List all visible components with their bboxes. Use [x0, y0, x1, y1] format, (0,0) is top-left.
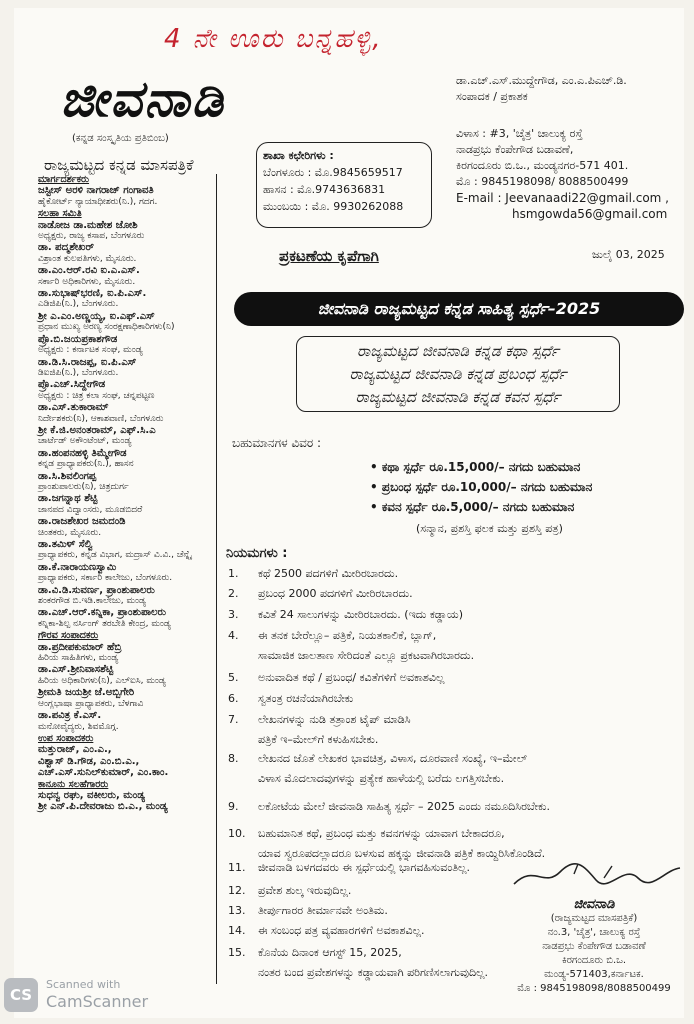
sidebar-member-name: ಎಚ್.ಎಸ್.ಸುನಿಲ್‌ಕುಮಾರ್, ಎಂ.ಕಾಂ.: [38, 767, 169, 779]
camscanner-watermark: [4, 976, 174, 1020]
sidebar-member-designation: ಪ್ರಾಂಶುಪಾಲರು(ನಿ), ಚಿತ್ರದುರ್ಗ: [38, 481, 129, 492]
rule-text: [258, 749, 684, 789]
prize-item: • ಕಥಾ ಸ್ಪರ್ಧೆ ರೂ.15,000/– ನಗದು ಬಹುಮಾನ: [370, 460, 581, 474]
rule-text: [258, 605, 684, 625]
stamp-line: ಮೊ : 9845198098/8088500499: [517, 983, 671, 994]
branch-office-line: ಬೆಂಗಳೂರು : ಮೊ.9845659517: [263, 166, 403, 179]
rule-text-line: ಈ ಸಂಬಂಧ ಪತ್ರ ವ್ಯವಹಾರಗಳಿಗೆ ಅವಕಾಶವಿಲ್ಲ.: [258, 924, 425, 937]
sidebar-member-name: ಡಾ.ಎಸ್.ತುಕಾರಾಮ್: [38, 402, 109, 414]
address-line: ಮೊ : 9845198098/ 8088500499: [456, 175, 629, 188]
letterhead-page: [14, 8, 684, 1018]
rule-text-line: ಪ್ರವೇಶ ಶುಲ್ಕ ಇರುವುದಿಲ್ಲ.: [258, 884, 352, 897]
rule-number: 2.: [228, 587, 239, 600]
rules-heading: ನಿಯಮಗಳು :: [226, 546, 288, 561]
rule-number: 8.: [228, 752, 239, 765]
sidebar-member-designation: ಅಧ್ಯಕ್ಷರು : ಕರ್ನಾಟಕ ಸಂಘ, ಮಂಡ್ಯ: [38, 345, 143, 356]
committee-sidebar: [38, 174, 217, 984]
camscanner-icon: CS: [4, 978, 38, 1012]
rule-number: 9.: [228, 800, 239, 813]
watermark-line-2: CamScanner: [46, 992, 149, 1011]
stamp-line: (ರಾಜ್ಯಮಟ್ಟದ ಮಾಸಪತ್ರಿಕೆ): [550, 913, 638, 924]
rule-text: [258, 668, 684, 688]
sidebar-member-name: ಸುಧನ್ವ ರಘು, ವಕೀಲರು, ಮಂಡ್ಯ: [38, 789, 145, 801]
prizes-heading: ಬಹುಮಾನಗಳ ವಿವರ :: [232, 436, 322, 450]
handwritten-note: 4 ನೇ ಊರು ಬನ್ನಹಳ್ಳಿ,: [164, 24, 383, 54]
sidebar-member-designation: ಶಂಕರಗೌಡ ಬಿ.ಇಡಿ.ಕಾಲೇಜು, ಮಂಡ್ಯ: [38, 596, 146, 607]
branch-offices-box: [256, 142, 432, 228]
rule-number: 12.: [228, 884, 246, 897]
rule-text: [258, 710, 684, 750]
email-address: Jeevanaadi22@gmail.com ,: [505, 191, 669, 205]
rule-item: [228, 797, 684, 817]
sidebar-member-name: ಡಾ.ಸಿ.ಶಿವಲಿಂಗಪ್ಪ: [38, 470, 97, 482]
sidebar-member-designation: ಹಿರಿಯ ಅಧಿಕಾರಿಗಳು(ನಿ), ಎಲ್‌ಐಸಿ, ಮಂಡ್ಯ: [38, 675, 166, 686]
sidebar-member-name: ನಾಡೋಜ ಡಾ.ಮಹೇಶ ಜೋಶಿ: [38, 219, 138, 231]
sidebar-member-name: ಡಾ. ಪದ್ಮಶೇಖರ್: [38, 242, 94, 254]
prize-note: (ಸನ್ಮಾನ, ಪ್ರಶಸ್ತಿ ಫಲಕ ಮತ್ತು ಪ್ರಶಸ್ತಿ ಪತ್ರ): [416, 522, 563, 535]
competition-item: ರಾಜ್ಯಮಟ್ಟದ ಜೀವನಾಡಿ ಕನ್ನಡ ಪ್ರಬಂಧ ಸ್ಪರ್ಧೆ: [349, 365, 567, 383]
rule-number: 11.: [228, 861, 246, 874]
stamp-line: ನಂ.3, 'ಚೈತ್ರ', ಚಾಲುಕ್ಯ ರಸ್ತೆ: [547, 927, 641, 938]
rule-item: [228, 689, 684, 709]
sidebar-member-designation: ಆಂಗ್ಲಭಾಷಾ ಪ್ರಾಧ್ಯಾಪಕರು, ಬೆಳಗಾವಿ: [38, 698, 144, 709]
sidebar-member-designation: ಎಡಿಜಿಪಿ(ನಿ.), ಬೆಂಗಳೂರು.: [38, 299, 119, 310]
sidebar-member-designation: ಹಿರಿಯ ಸಾಹಿತಿಗಳು, ಮಂಡ್ಯ: [38, 653, 119, 664]
rule-item: [228, 564, 684, 584]
rule-item: [228, 710, 684, 750]
rule-number: 13.: [228, 904, 246, 917]
competition-item: ರಾಜ್ಯಮಟ್ಟದ ಜೀವನಾಡಿ ಕನ್ನಡ ಕವನ ಸ್ಪರ್ಧೆ: [355, 388, 561, 406]
sidebar-member-designation: ಡಿಐಜಿಪಿ(ನಿ.), ಬೆಂಗಳೂರು.: [38, 367, 119, 378]
sidebar-section-title: ಗೌರವ ಸಂಪಾದಕರು: [38, 630, 99, 642]
rule-text-line: ಈ ತನಕ ಬೇರೆಲ್ಲೂ– ಪತ್ರಿಕೆ, ನಿಯತಕಾಲಿಕೆ, ಬ್ಲಾಗ್,: [258, 629, 437, 642]
sidebar-section-title: ಉಪ ಸಂಪಾದಕರು: [38, 732, 94, 744]
notice-heading: ಪ್ರಕಟಣೆಯ ಕೃಪೆಗಾಗಿ: [279, 247, 379, 265]
sidebar-member-name: ಡಾ.ಹಂಪನಹಳ್ಳಿ ತಿಮ್ಮೇಗೌಡ: [38, 447, 127, 459]
address-line: ನಾಡಪ್ರಭು ಕೆಂಪೇಗೌಡ ಬಡಾವಣೆ,: [456, 143, 574, 156]
rule-text-line: ಲೇಖನಗಳನ್ನು ನುಡಿ ತತ್ರಾಂಶ ಟೈಪ್ ಮಾಡಿಸಿ: [258, 713, 411, 726]
rule-item: [228, 749, 684, 789]
sidebar-section-title: ಮಾರ್ಗದರ್ಶಕರು: [38, 174, 90, 185]
sidebar-member-name: ಶ್ರೀ ಎ.ಎಂ.ಅಣ್ಣಯ್ಯ, ಐ.ಎಫ್.ಎಸ್: [38, 310, 155, 322]
rule-text-line: ಜೀವನಾಡಿ ಬಳಗದವರು ಈ ಸ್ಪರ್ಧೆಯಲ್ಲಿ ಭಾಗವಹಿಸುವಂತಿಲ್ಲ.: [258, 861, 470, 874]
sidebar-member-name: ಡಾ.ಪ್ರದೀಪಕುಮಾರ್ ಹೆಬ್ರಿ: [38, 641, 122, 653]
magazine-logo: ಜೀವನಾಡಿ: [60, 70, 226, 128]
sidebar-member-designation: ಚಾರ್ಟೆಡ್ ಅಕೌಂಟೆಂಟ್, ಮಂಡ್ಯ: [38, 436, 132, 447]
rule-text: [258, 564, 684, 584]
rule-text: [258, 626, 684, 666]
watermark-line-1: Scanned with: [46, 978, 121, 991]
stamp-line: ಮಂಡ್ಯ-571403,ಕರ್ನಾಟಕ.: [544, 969, 644, 980]
sidebar-member-designation: ಮನೋವೈದ್ಯರು, ಶಿವಮೊಗ್ಗ.: [38, 721, 119, 732]
sidebar-member-name: ಮತ್ತುರಾಜ್, ಎಂ.ಎ.,: [38, 744, 112, 756]
rule-text-line: ಬಹುಮಾನಿತ ಕಥೆ, ಪ್ರಬಂಧ ಮತ್ತು ಕವನಗಳನ್ನು ಯಾವಾಗ ಬೇಕಾದರೂ,: [258, 827, 505, 840]
rule-text-line: ಅನುವಾದಿತ ಕಥೆ / ಪ್ರಬಂಧ/ ಕವಿತೆಗಳಿಗೆ ಅವಕಾಶವಿಲ್ಲ: [258, 671, 445, 684]
branch-offices-title: ಶಾಖಾ ಕಛೇರಿಗಳು :: [263, 149, 334, 162]
rule-text: [258, 689, 684, 709]
sidebar-member-designation: ನಿರ್ದೇಶಕರು(ನಿ), ಆಕಾಶವಾಣಿ, ಬೆಂಗಳೂರು: [38, 413, 164, 424]
rule-text: [258, 584, 684, 604]
email-label: E-mail :: [456, 191, 506, 205]
rule-number: 14.: [228, 924, 246, 937]
logo-tagline: (ಕನ್ನಡ ಸಂಸ್ಕೃತಿಯ ಪ್ರತಿಬಿಂಬ): [72, 133, 169, 144]
sidebar-member-designation: ಪ್ರಾಧ್ಯಾಪಕರು, ಕನ್ನಡ ವಿಭಾಗ, ಮದ್ರಾಸ್ ವಿ.ವಿ., ಚೆನ್ನೈ: [38, 550, 192, 561]
sidebar-member-name: ಶ್ರೀಮತಿ ಜಯಶ್ರೀ ಜೆ.ಅಬ್ಬಿಗೇರಿ: [38, 687, 135, 699]
address-line: ಕಿರಗಂದೂರು ಬಿ.ಒ., ಮಂಡ್ಯನಗರ-571 401.: [456, 159, 629, 172]
signature: [504, 860, 684, 890]
sidebar-member-name: ಡಾ.ರಾಜಶೇಖರ ಜಮದಂಡಿ: [38, 516, 126, 528]
sidebar-member-name: ಡಾ.ಡಿ.ಸಿ.ರಾಜಪ್ಪ, ಐ.ಪಿ.ಎಸ್: [38, 356, 137, 368]
sidebar-member-name: ಶ್ರೀ ಎನ್.ಪಿ.ದೇವರಾಜು ಬಿ.ಎ., ಮಂಡ್ಯ: [38, 801, 168, 813]
rule-number: 1.: [228, 567, 239, 580]
sidebar-member-name: ವಿಶ್ವಾಸ್ ಡಿ.ಗೌಡ, ಎಂ.ಬಿ.ಎ.,: [38, 755, 140, 767]
rule-item: [228, 668, 684, 688]
sidebar-member-name: ಡಾ.ಎಸ್.ಶ್ರೀನಿವಾಸಶೆಟ್ಟಿ: [38, 664, 114, 676]
rule-text-line: ವಿಳಾಸ ಮೊದಲಾದವುಗಳನ್ನು ಪ್ರತ್ಯೇಕ ಹಾಳೆಯಲ್ಲಿ ಬರೆದು ಲಗತ್ತಿಸಬೇಕು.: [258, 772, 505, 785]
editor-block: [456, 73, 688, 105]
sidebar-section-title: ಸಲಹಾ ಸಮಿತಿ: [38, 208, 82, 220]
rule-text-line: ಪ್ರಬಂಧ 2000 ಪದಗಳಿಗೆ ಮೀರಿರಬಾರದು.: [258, 587, 413, 600]
rule-number: 4.: [228, 629, 239, 642]
sidebar-member-name: ಜಸ್ಟೀಸ್ ಅರಳಿ ನಾಗರಾಜ್ ಗಂಗಾವತಿ: [38, 185, 154, 197]
rule-item: [228, 605, 684, 625]
sidebar-section-title: ಕಾನೂನು ಸಲಹೆಗಾರರು: [38, 778, 109, 790]
sidebar-member-designation: ಸರ್ಕಾರಿ ಅಧಿಕಾರಿಗಳು, ಮೈಸೂರು.: [38, 276, 136, 287]
sidebar-member-name: ಡಾ.ಎಂ.ಆರ್.ರವಿ ಐ.ಎ.ಎಸ್.: [38, 265, 140, 277]
stamp-line: ಕಿರಗಂದೂರು ಬಿ.ಒ.: [561, 955, 627, 966]
sidebar-member-name: ಪ್ರೊ.ಬಿ.ಜಯಪ್ರಕಾಶಗೌಡ: [38, 333, 118, 345]
magazine-stamp: [496, 898, 692, 996]
sidebar-member-name: ಡಾ.ವಿ.ಡಿ.ಸುವರ್ಣ, ಪ್ರಾಂಶುಪಾಲರು: [38, 584, 155, 596]
sidebar-member-name: ಡಾ.ಸುಭಾಷ್‌ಭರಣಿ, ಐ.ಪಿ.ಎಸ್.: [38, 288, 147, 300]
competitions-box: [296, 336, 620, 412]
rule-text-line: ನಂತರ ಬಂದ ಪ್ರವೇಶಗಳನ್ನು ಕಡ್ಡಾಯವಾಗಿ ಪರಿಗಣಿಸಲಾಗುವುದಿಲ್ಲ.: [258, 966, 489, 979]
address-line: ವಿಳಾಸ : #3, 'ಚೈತ್ರ' ಚಾಲುಕ್ಯ ರಸ್ತೆ: [456, 127, 583, 140]
rule-number: 10.: [228, 827, 246, 840]
sidebar-member-designation: ಹೈಕೋರ್ಟ್ ನ್ಯಾಯಾಧೀಶರು(ನಿ.), ಗದಗ.: [38, 196, 158, 207]
sidebar-member-name: ಡಾ.ಪವಿತ್ರ ಕೆ.ಎಸ್.: [38, 710, 102, 722]
rule-text-line: ಕವಿತೆ 24 ಸಾಲುಗಳನ್ನು ಮೀರಿರಬಾರದು. (ಇದು ಕಡ್ಡಾಯ): [258, 608, 463, 621]
prizes-list: [370, 457, 592, 517]
editor-role: ಸಂಪಾದಕ / ಪ್ರಕಾಶಕ: [456, 90, 528, 103]
sidebar-member-designation: ವಿಶ್ರಾಂತ ಕುಲಪತಿಗಳು, ಮೈಸೂರು.: [38, 253, 137, 264]
prize-item: • ಪ್ರಬಂಧ ಸ್ಪರ್ಧೆ ರೂ.10,000/– ನಗದು ಬಹುಮಾನ: [370, 480, 593, 494]
rule-text-line: ಸ್ವತಂತ್ರ ರಚನೆಯಾಗಿರಬೇಕು: [258, 692, 354, 705]
rule-text-line: ಸಾಮಾಜಿಕ ಜಾಲತಾಣ ಸೇರಿದಂತೆ ಎಲ್ಲೂ ಪ್ರಕಟವಾಗಿರಬಾರದು.: [258, 649, 475, 662]
rule-text-line: ತೀರ್ಪುಗಾರರ ತೀರ್ಮಾನವೇ ಅಂತಿಮ.: [258, 904, 388, 917]
rule-number: 7.: [228, 713, 239, 726]
rule-number: 5.: [228, 671, 239, 684]
sidebar-member-name: ಡಾ.ಕೆ.ನಾರಾಯಣಸ್ವಾಮಿ: [38, 561, 117, 573]
rule-item: [228, 584, 684, 604]
notice-date: ಜುಲೈ 03, 2025: [592, 248, 665, 261]
sidebar-member-designation: ಅಧ್ಯಕ್ಷರು : ಚಿತ್ರ ಕಲಾ ಸಂಘ, ಚನ್ನಪಟ್ಟಣ: [38, 390, 155, 401]
sidebar-member-designation: ಜಾನಪದ ವಿದ್ವಾಂಸರು, ಮೂಡಬಿದರೆ: [38, 504, 143, 515]
sidebar-member-name: ಡಾ.ಜಗನ್ನಾಥ ಶೆಟ್ಟಿ: [38, 493, 98, 505]
rule-text-line: ಪತ್ರಿಕೆ ಇ–ಮೇಲ್‌ಗೆ ಕಳುಹಿಸಬೇಕು.: [258, 733, 379, 746]
editor-address: [456, 126, 694, 222]
editor-name: ಡಾ.ಎಚ್.ಎಸ್.ಮುದ್ದೇಗೌಡ, ಎಂ.ಎ.ಪಿಎಚ್.ಡಿ.: [456, 74, 627, 87]
competition-banner: ಜೀವನಾಡಿ ರಾಜ್ಯಮಟ್ಟದ ಕನ್ನಡ ಸಾಹಿತ್ಯ ಸ್ಪರ್ಧೆ–2025: [234, 292, 684, 326]
sidebar-member-designation: ಅಧ್ಯಕ್ಷರು, ರಾಜ್ಯ ಕಸಾಪ, ಬೆಂಗಳೂರು: [38, 231, 145, 242]
branch-office-line: ಮುಂಬಯಿ : ಮೊ. 9930262088: [263, 200, 404, 213]
branch-office-line: ಹಾಸನ : ಮೊ.9743636831: [263, 183, 386, 196]
rule-item: [228, 626, 684, 666]
sidebar-member-designation: ಚಿಂತಕರು, ಮೈಸೂರು.: [38, 527, 102, 538]
email-line: [456, 190, 694, 206]
sidebar-member-name: ಡಾ.ತಮಿಳ್ ಸೆಲ್ವಿ: [38, 539, 93, 550]
rule-number: 3.: [228, 608, 239, 621]
rule-text-line: ಯಾವ ಸ್ವರೂಪದಲ್ಲಾದರೂ ಬಳಸುವ ಹಕ್ಕನ್ನು ಜೀವನಾಡಿ ಪತ್ರಿಕೆ ಕಾಯ್ದಿರಿಸಿಕೊಂಡಿದೆ.: [258, 847, 546, 860]
sidebar-member-designation: ಪ್ರಾಧ್ಯಾಪಕರು, ಸರ್ಕಾರಿ ಕಾಲೇಜು, ಬೆಂಗಳೂರು.: [38, 573, 173, 584]
competition-item: ರಾಜ್ಯಮಟ್ಟದ ಜೀವನಾಡಿ ಕನ್ನಡ ಕಥಾ ಸ್ಪರ್ಧೆ: [357, 342, 559, 360]
rule-number: 6.: [228, 692, 239, 705]
sidebar-member-designation: ಕನ್ನಡ ಪ್ರಾಧ್ಯಾಪಕರು(ನಿ.), ಹಾಸನ: [38, 459, 134, 470]
rule-text-line: ಕೊನೆಯ ದಿನಾಂಕ ಆಗಸ್ಟ್ 15, 2025,: [258, 946, 402, 959]
sidebar-member-name: ಶ್ರೀ ಕೆ.ಜಿ.ಅನಂತರಾಮ್, ಎಫ್.ಸಿ.ಎ: [38, 424, 156, 436]
sidebar-member-name: ಪ್ರೊ.ಎಚ್.ಸಿದ್ದೇಗೌಡ: [38, 379, 106, 391]
stamp-name: ಜೀವನಾಡಿ: [573, 897, 615, 912]
rule-text: [258, 797, 684, 817]
prize-item: • ಕವನ ಸ್ಪರ್ಧೆ ರೂ.5,000/– ನಗದು ಬಹುಮಾನ: [370, 500, 575, 514]
rule-text-line: ಲೇಖನದ ಜೊತೆ ಲೇಖಕರ ಭಾವಚಿತ್ರ, ವಿಳಾಸ, ದೂರವಾಣಿ ಸಂಖ್ಯೆ, ಇ–ಮೇಲ್: [258, 752, 528, 765]
rule-text-line: ಕಥೆ 2500 ಪದಗಳಿಗೆ ಮೀರಿರಬಾರದು.: [258, 567, 399, 580]
stamp-line: ನಾಡಪ್ರಭು ಕೆಂಪೇಗೌಡ ಬಡಾವಣೆ: [542, 941, 646, 952]
sidebar-member-designation: ಪ್ರಧಾನ ಮುಖ್ಯ ಅರಣ್ಯ ಸಂರಕ್ಷಣಾಧಿಕಾರಿಗಳು(ನಿ): [38, 322, 175, 333]
rule-text-line: ಲಕೋಟೆಯ ಮೇಲೆ ಜೀವನಾಡಿ ಸಾಹಿತ್ಯ ಸ್ಪರ್ಧೆ – 2025 ಎಂದು ನಮೂದಿಸಿರಬೇಕು.: [258, 800, 550, 813]
rule-number: 15.: [228, 946, 246, 959]
sidebar-member-designation: ಕನ್ನಿಕಾ-ಶಿಲ್ಪ ನರ್ಸಿಂಗ್ ತರಬೇತಿ ಕೇಂದ್ರ, ಮಂಡ್ಯ: [38, 618, 171, 629]
magazine-type: ರಾಜ್ಯಮಟ್ಟದ ಕನ್ನಡ ಮಾಸಪತ್ರಿಕೆ: [44, 156, 194, 174]
email-address-2: hsmgowda56@gmail.com: [512, 207, 668, 221]
sidebar-member-name: ಡಾ.ಎಚ್.ಆರ್.ಕನ್ನಿಕಾ, ಪ್ರಾಂಶುಪಾಲರು: [38, 607, 166, 619]
